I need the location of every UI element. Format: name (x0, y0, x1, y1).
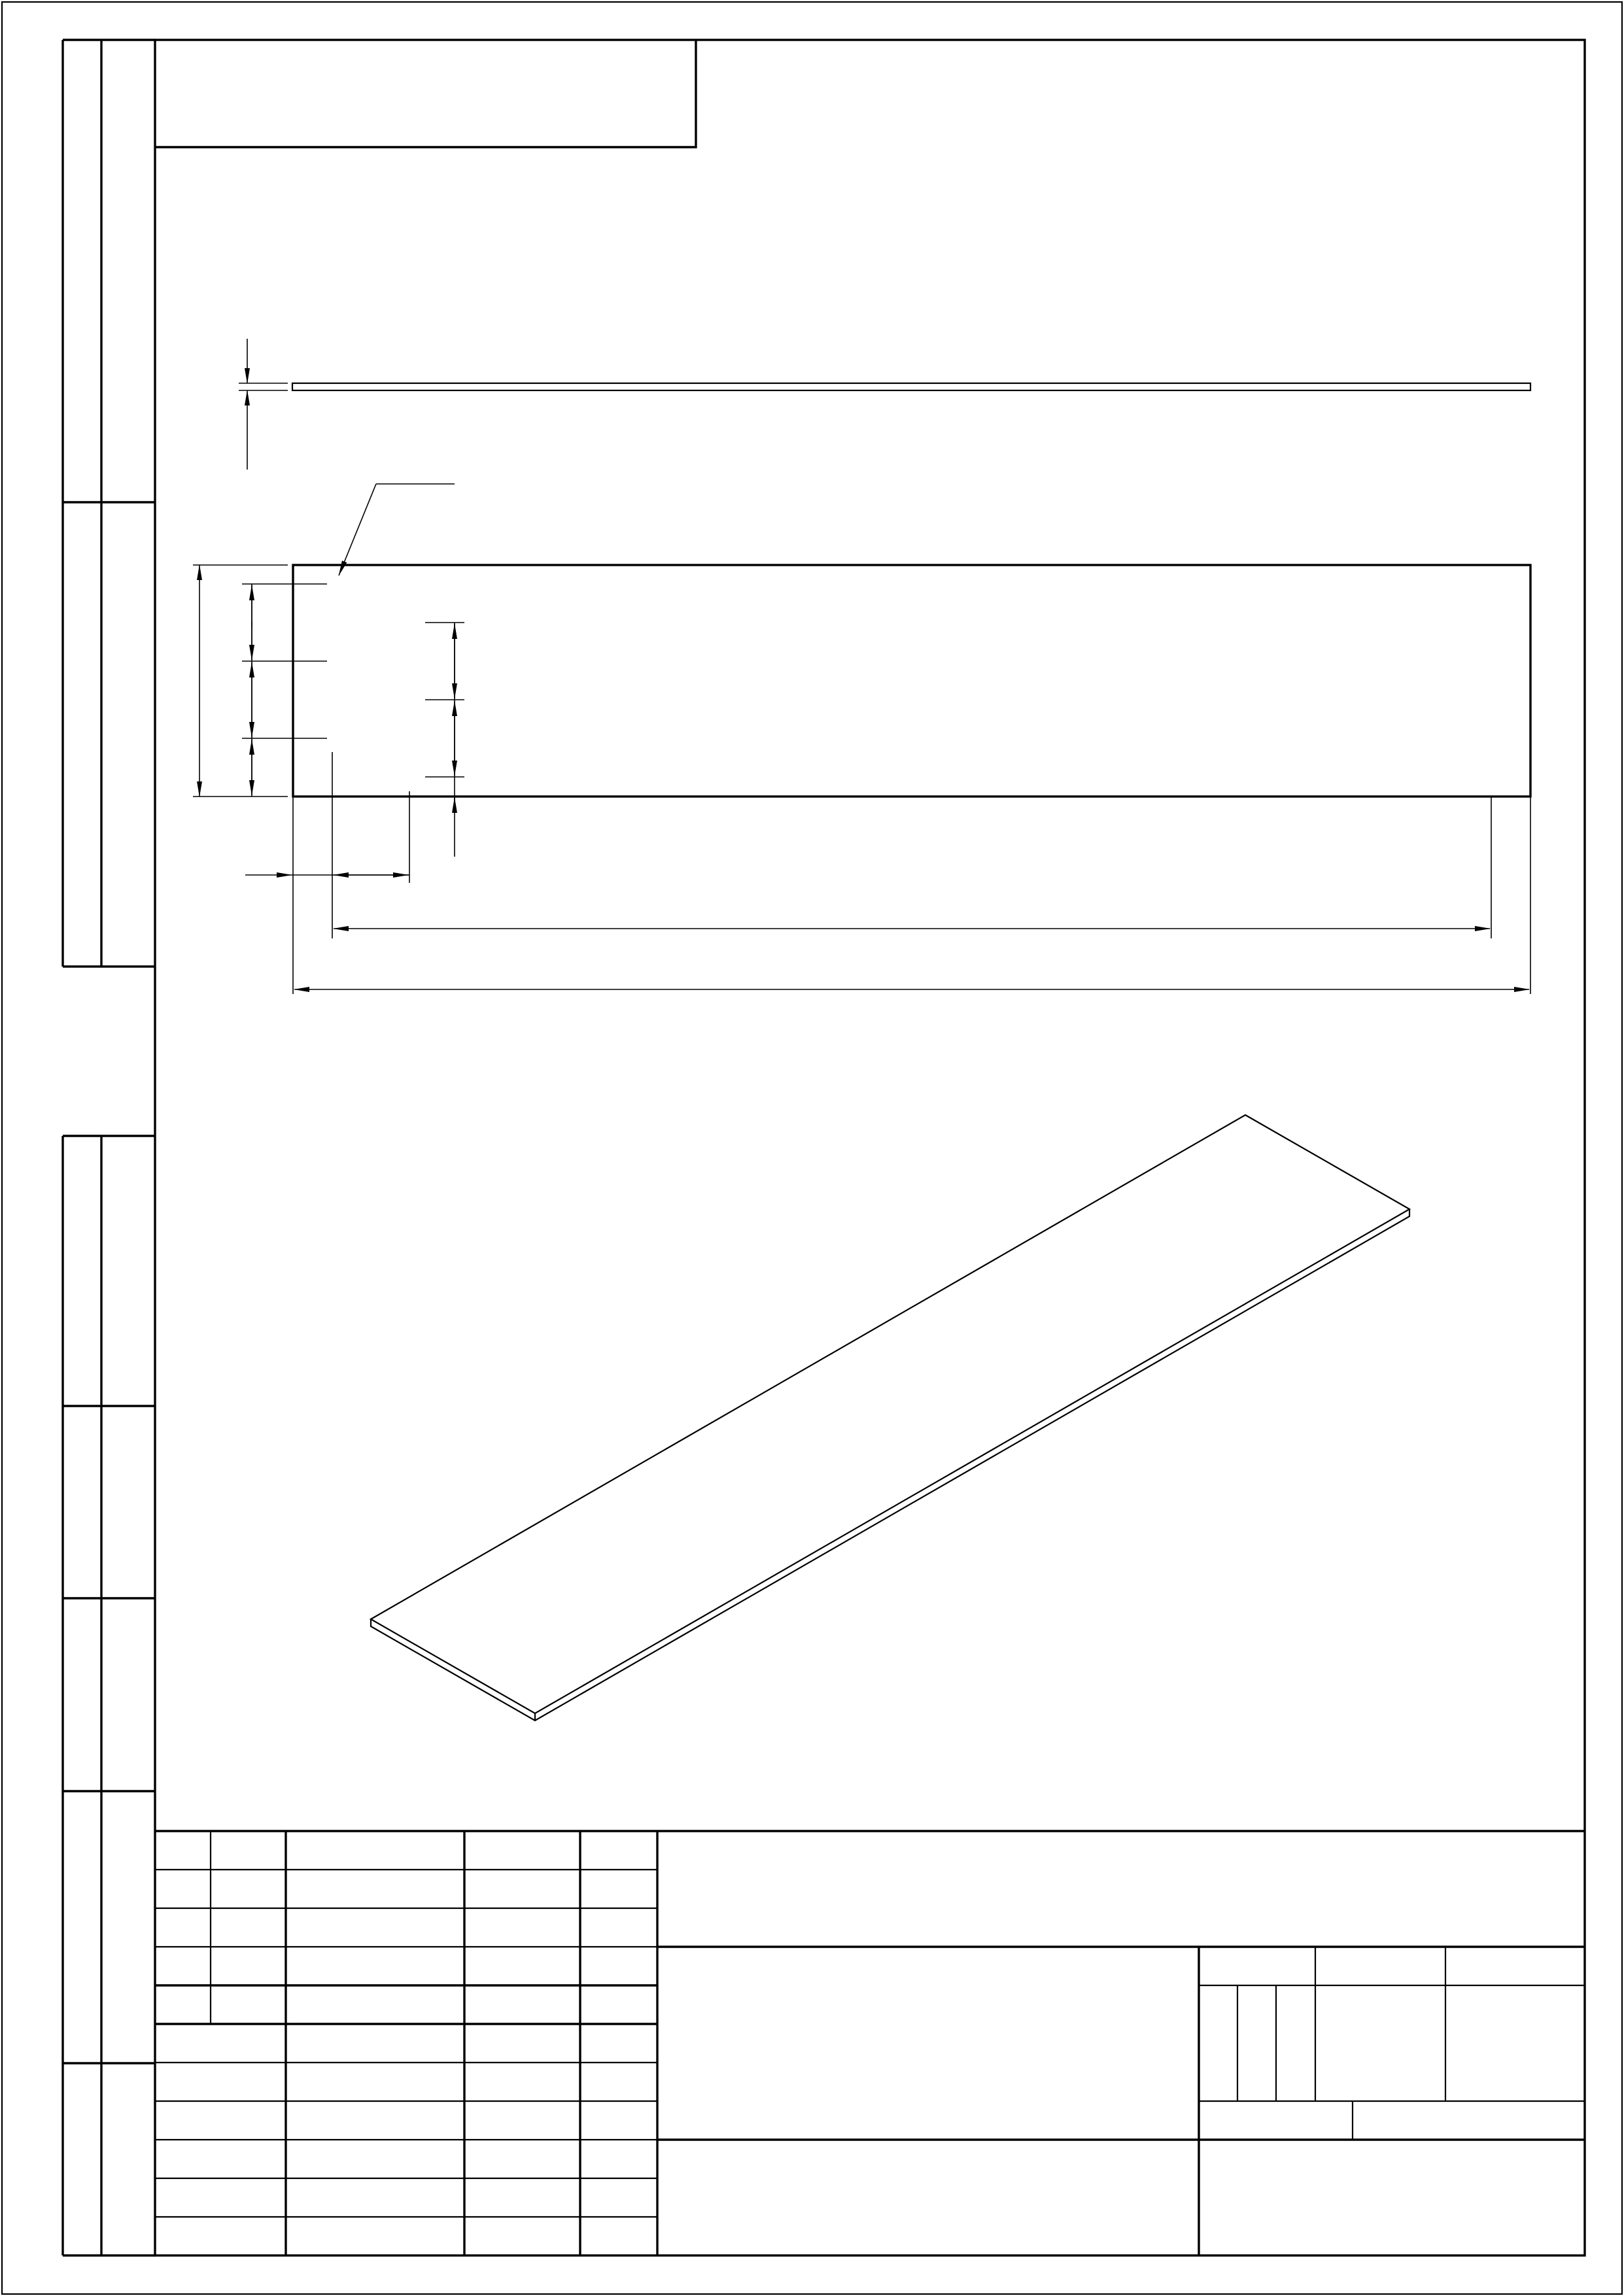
side-stamp-column (63, 40, 155, 2255)
drawing-frame (155, 40, 1585, 2255)
iso-plate-top (371, 1115, 1409, 1713)
plan-view (193, 484, 1530, 994)
iso-plate-edge (371, 1209, 1409, 1721)
plate-outline (293, 565, 1530, 797)
side-view (239, 339, 1530, 470)
designation-box (155, 40, 696, 147)
isometric-view (371, 1115, 1409, 1721)
plate-edge-profile (292, 383, 1530, 390)
sheet-edge (2, 2, 1622, 2294)
title-block (155, 1831, 1585, 2255)
